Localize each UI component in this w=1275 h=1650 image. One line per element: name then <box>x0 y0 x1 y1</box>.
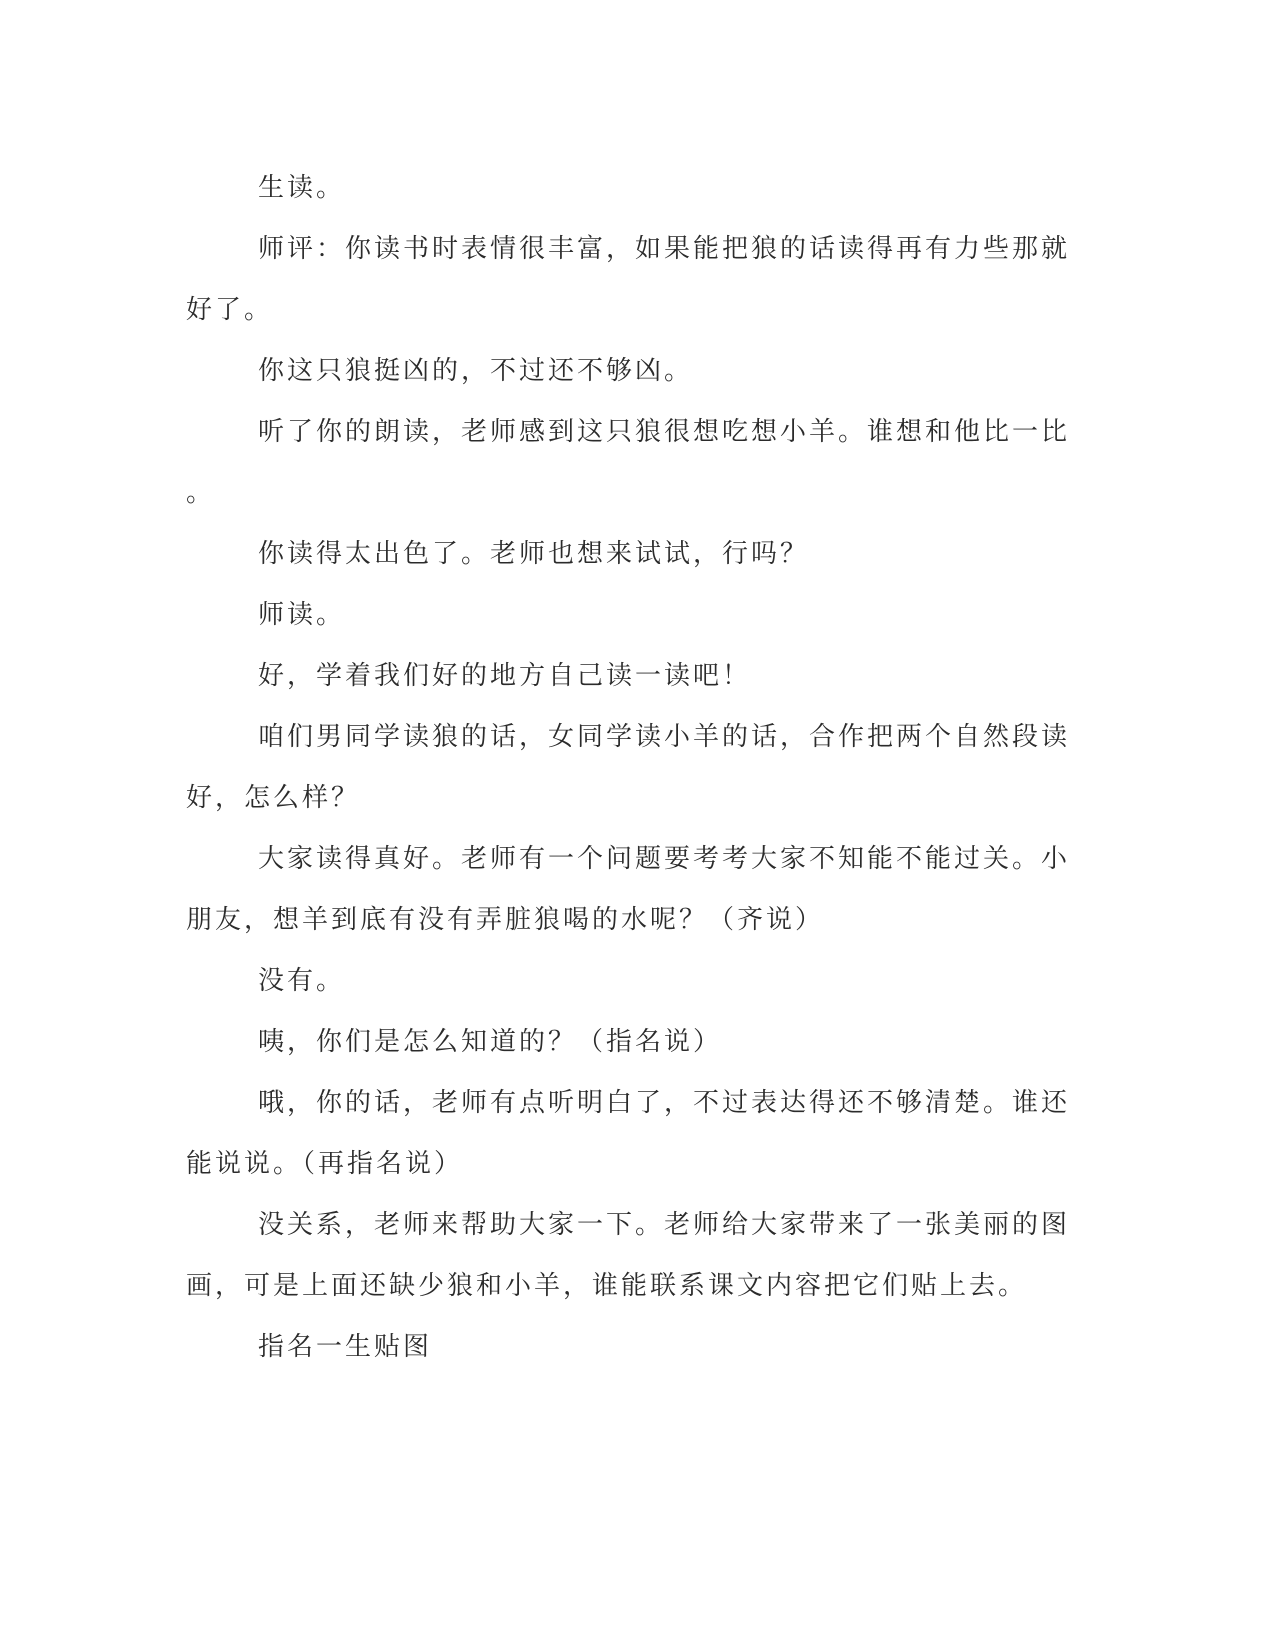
document-body <box>186 158 1076 1378</box>
paragraph: 哦，你的话，老师有点听明白了，不过表达得还不够清楚。谁还能说说。（再指名说） <box>186 1088 1071 1179</box>
paragraph: 咦，你们是怎么知道的？（指名说） <box>258 1027 723 1057</box>
paragraph: 听了你的朗读，老师感到这只狼很想吃想小羊。谁想和他比一比。 <box>186 417 1071 508</box>
paragraph: 好，学着我们好的地方自己读一读吧！ <box>258 661 752 691</box>
paragraph: 你这只狼挺凶的，不过还不够凶。 <box>258 356 694 386</box>
paragraph: 生读。 <box>258 173 346 203</box>
paragraph: 指名一生贴图 <box>258 1332 433 1362</box>
paragraph: 大家读得真好。老师有一个问题要考考大家不知能不能过关。小朋友，想羊到底有没有弄脏狼喝的水呢？（齐说） <box>186 844 1071 935</box>
paragraph: 师读。 <box>258 600 346 630</box>
paragraph: 你读得太出色了。老师也想来试试，行吗？ <box>258 539 810 569</box>
paragraph: 没有。 <box>258 966 346 996</box>
paragraph: 师评：你读书时表情很丰富，如果能把狼的话读得再有力些那就好了。 <box>186 234 1071 325</box>
paragraph: 咱们男同学读狼的话，女同学读小羊的话，合作把两个自然段读好，怎么样？ <box>186 722 1071 813</box>
paragraph: 没关系，老师来帮助大家一下。老师给大家带来了一张美丽的图画，可是上面还缺少狼和小羊，谁能联系课文内容把它们贴上去。 <box>186 1210 1071 1301</box>
